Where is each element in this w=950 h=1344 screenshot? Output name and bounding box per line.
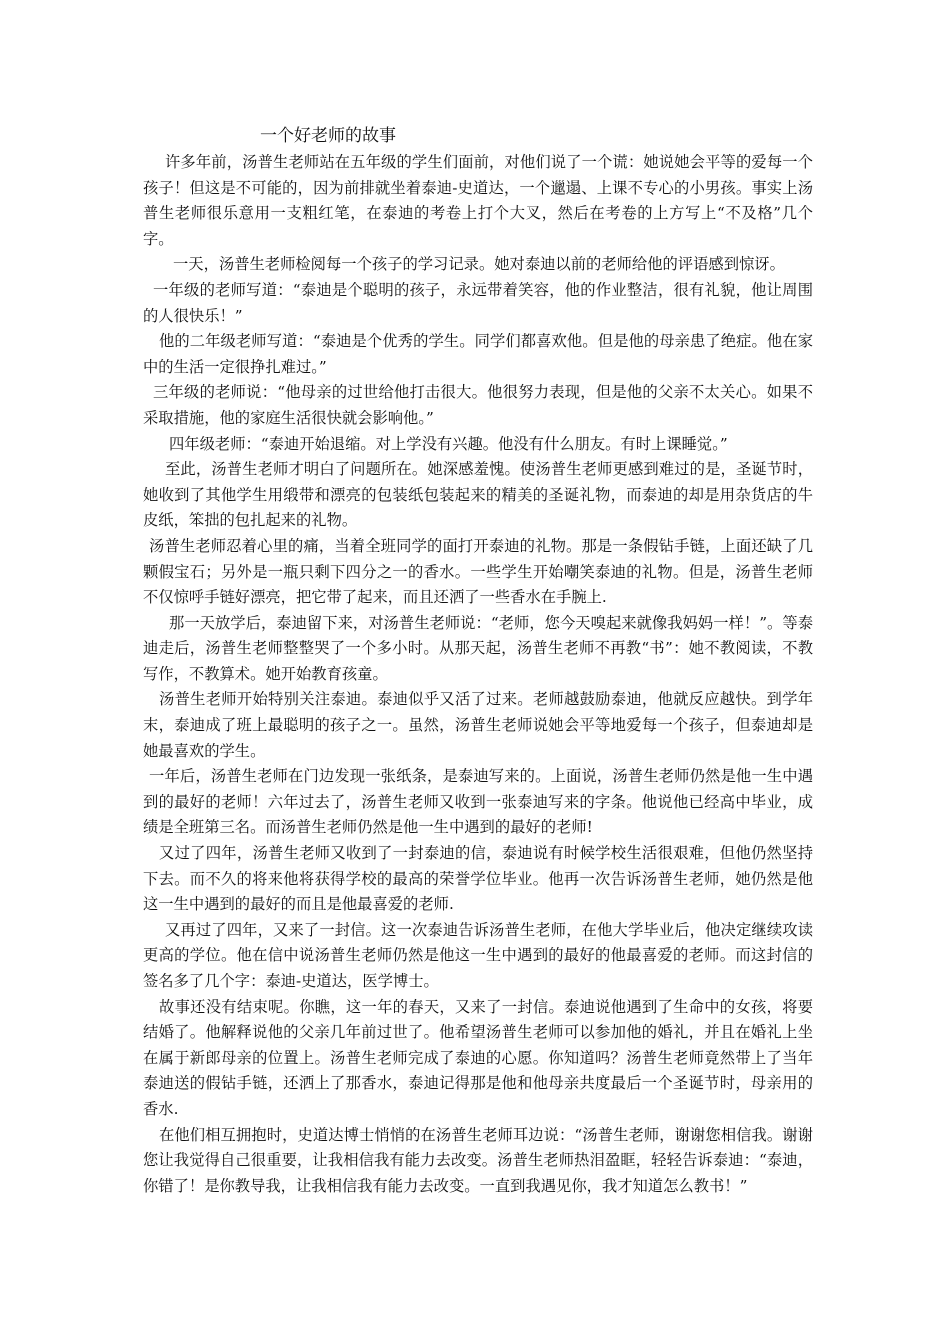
paragraph-14: 故事还没有结束呢。你瞧，这一年的春天，又来了一封信。泰迪说他遇到了生命中的女孩，将要结婚了。他解释说他的父亲几年前过世了。他希望汤普生老师可以参加他的婚礼，并且在婚礼上坐在属于新郎母亲的位置上。汤普生老师完成了泰迪的心愿。你知道吗？汤普生老师竟然带上了当年泰迪送的假钻手链，还洒上了那香水，泰迪记得那是他和他母亲共度最后一个圣诞节时，母亲用的香水.: [143, 997, 813, 1118]
paragraph-3: 一年级的老师写道：“泰迪是个聪明的孩子，永远带着笑容，他的作业整洁，很有礼貌，他让周围的人很快乐！”: [143, 280, 813, 325]
paragraph-11: 一年后，汤普生老师在门边发现一张纸条，是泰迪写来的。上面说，汤普生老师仍然是他一生中遇到的最好的老师！六年过去了，汤普生老师又收到一张泰迪写来的字条。他说他已经高中毕业，成绩是全班第三名。而汤普生老师仍然是他一生中遇到的最好的老师!: [143, 767, 813, 837]
paragraph-12: 又过了四年，汤普生老师又收到了一封泰迪的信，泰迪说有时候学校生活很艰难，但他仍然坚持下去。而不久的将来他将获得学校的最高的荣誉学位毕业。他再一次告诉汤普生老师，她仍然是他这一生中遇到的最好的而且是他最喜爱的老师.: [143, 844, 813, 914]
paragraph-5: 三年级的老师说：“他母亲的过世给他打击很大。他很努力表现，但是他的父亲不太关心。如果不采取措施，他的家庭生活很快就会影响他。”: [143, 383, 813, 427]
paragraph-6: 四年级老师：“泰迪开始退缩。对上学没有兴趣。他没有什么朋友。有时上课睡觉。”: [169, 434, 728, 453]
paragraph-2: 一天，汤普生老师检阅每一个孩子的学习记录。她对泰迪以前的老师给他的评语感到惊讶。: [173, 255, 785, 274]
paragraph-1: 许多年前，汤普生老师站在五年级的学生们面前，对他们说了一个谎：她说她会平等的爱每一个孩子！但这是不可能的，因为前排就坐着泰迪-史道达，一个邋遢、上课不专心的小男孩。事实上汤普生老师很乐意用一支粗红笔，在泰迪的考卷上打个大叉，然后在考卷的上方写上“不及格”几个字。: [143, 153, 813, 248]
document-title: 一个好老师的故事: [260, 126, 396, 146]
paragraph-7: 至此，汤普生老师才明白了问题所在。她深感羞愧。使汤普生老师更感到难过的是，圣诞节时，她收到了其他学生用缎带和漂亮的包装纸包装起来的精美的圣诞礼物，而泰迪的却是用杂货店的牛皮纸，笨拙的包扎起来的礼物。: [143, 460, 813, 530]
paragraph-4: 他的二年级老师写道：“泰迪是个优秀的学生。同学们都喜欢他。但是他的母亲患了绝症。他在家中的生活一定很挣扎难过。”: [143, 332, 813, 376]
paragraph-9: 那一天放学后，泰迪留下来，对汤普生老师说：“老师，您今天嗅起来就像我妈妈一样！”。等泰迪走后，汤普生老师整整哭了一个多小时。从那天起，汤普生老师不再教“书”：她不教阅读，不教写作，不教算术。她开始教育孩童。: [143, 613, 813, 683]
paragraph-13: 又再过了四年，又来了一封信。这一次泰迪告诉汤普生老师，在他大学毕业后，他决定继续攻读更高的学位。他在信中说汤普生老师仍然是他这一生中遇到的最好的他最喜爱的老师。而这封信的签名多了几个字：泰迪-史道达，医学博士。: [143, 920, 813, 990]
paragraph-8: 汤普生老师忍着心里的痛，当着全班同学的面打开泰迪的礼物。那是一条假钻手链，上面还缺了几颗假宝石；另外是一瓶只剩下四分之一的香水。一些学生开始嘲笑泰迪的礼物。但是，汤普生老师不仅惊呼手链好漂亮，把它带了起来，而且还洒了一些香水在手腕上.: [143, 536, 813, 607]
paragraph-15: 在他们相互拥抱时，史道达博士悄悄的在汤普生老师耳边说：“汤普生老师，谢谢您相信我。谢谢您让我觉得自己很重要，让我相信我有能力去改变。汤普生老师热泪盈眶，轻轻告诉泰迪：“泰迪，你错了！是你教导我，让我相信我有能力去改变。一直到我遇见你，我才知道怎么教书！”: [143, 1125, 813, 1195]
document-body: [143, 150, 813, 1199]
paragraph-10: 汤普生老师开始特别关注泰迪。泰迪似乎又活了过来。老师越鼓励泰迪，他就反应越快。到学年末，泰迪成了班上最聪明的孩子之一。虽然，汤普生老师说她会平等地爱每一个孩子，但泰迪却是她最喜欢的学生。: [143, 690, 813, 760]
